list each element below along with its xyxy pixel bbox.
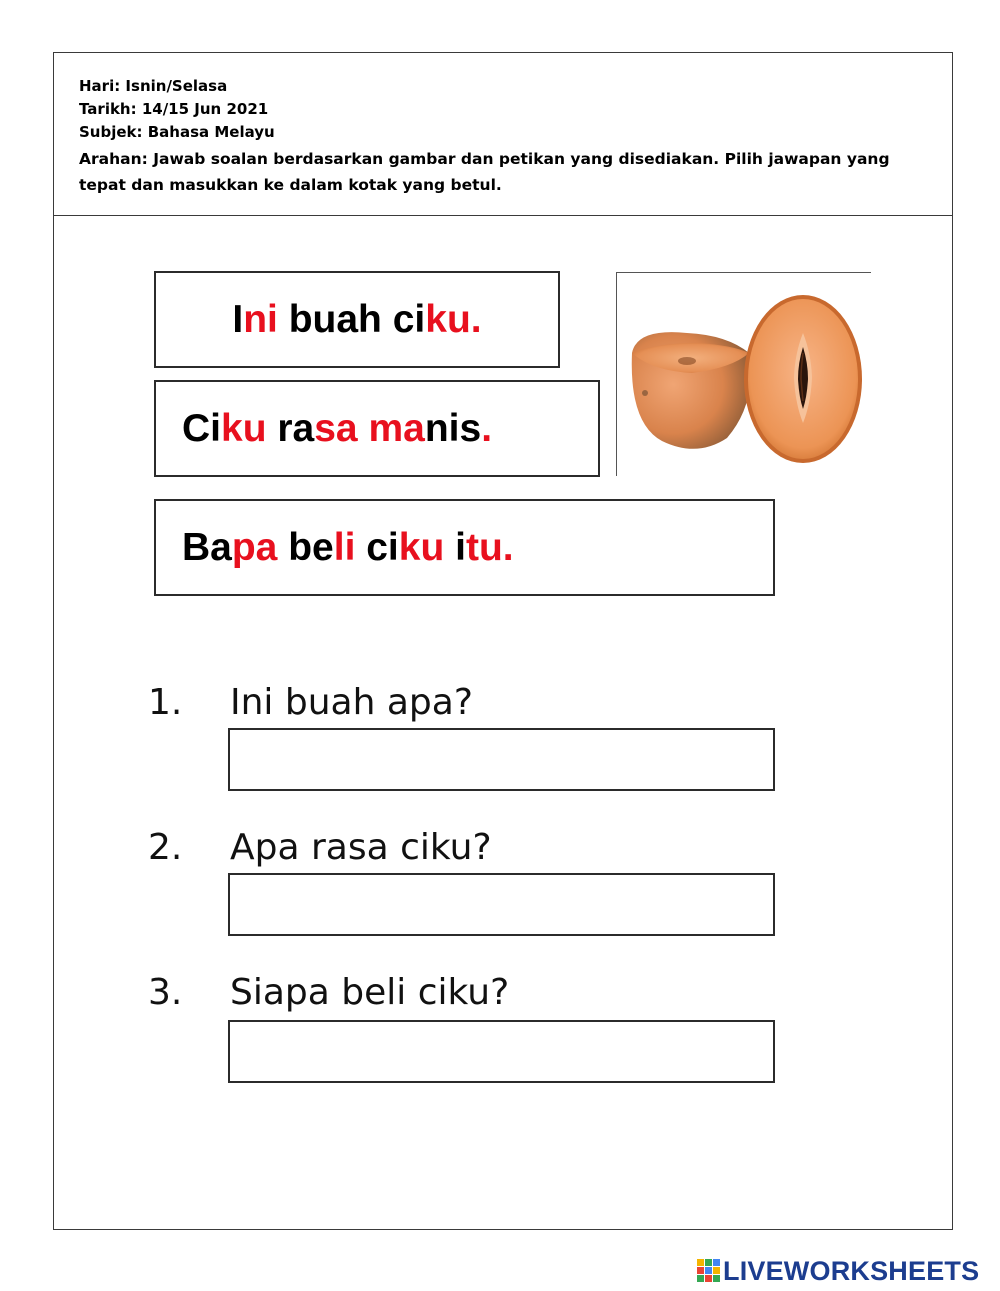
sentence-1-syllable: ku — [425, 297, 471, 341]
sentence-3-part: be — [277, 525, 334, 569]
sentence-2-part: nis — [424, 406, 482, 450]
question-3-number: 3. — [148, 972, 183, 1013]
sentence-2-period: . — [481, 406, 493, 450]
sentence-1-part: I — [232, 297, 244, 341]
sentence-2-syllable: ma — [368, 406, 425, 450]
answer-box-1[interactable] — [228, 728, 775, 791]
sentence-1-period: . — [470, 297, 482, 341]
sentence-3-syllable: pa — [231, 525, 278, 569]
answer-box-3[interactable] — [228, 1020, 775, 1083]
sentence-3-syllable: li — [333, 525, 356, 569]
sentence-2-syllable: ku — [221, 406, 267, 450]
sentence-2-part: ra — [266, 406, 315, 450]
sentence-3-part: Ba — [182, 525, 232, 569]
sentence-box-1 — [154, 271, 560, 368]
worksheet-header — [54, 53, 952, 216]
sentence-3-part: ci — [355, 525, 399, 569]
sentence-1-syllable: ni — [243, 297, 278, 341]
sentence-3-period: . — [502, 525, 514, 569]
sentence-3-syllable: tu — [465, 525, 503, 569]
liveworksheets-logo[interactable] — [697, 1255, 979, 1287]
sentence-box-3 — [154, 499, 775, 596]
question-2-number: 2. — [148, 827, 183, 868]
ciku-fruit-illustration — [617, 273, 872, 477]
day-line: Hari: Isnin/Selasa — [79, 77, 228, 95]
ciku-fruit-image — [616, 272, 871, 476]
sentence-2-syllable: sa — [314, 406, 358, 450]
question-2-text: Apa rasa ciku? — [230, 827, 492, 868]
instructions: Arahan: Jawab soalan berdasarkan gambar dan petikan yang disediakan. Pilih jawapan yang tepat dan masukkan ke dalam kotak yang betul. — [79, 150, 890, 194]
answer-box-2[interactable] — [228, 873, 775, 936]
sentence-2-part: Ci — [182, 406, 221, 450]
sentence-1-part: buah ci — [277, 297, 426, 341]
sentence-box-2 — [154, 380, 600, 477]
sentence-3-part: i — [444, 525, 466, 569]
question-1-text: Ini buah apa? — [230, 682, 473, 723]
question-3-text: Siapa beli ciku? — [230, 972, 510, 1013]
date-line: Tarikh: 14/15 Jun 2021 — [79, 100, 269, 118]
logo-blocks-icon — [697, 1259, 721, 1283]
sentence-2-space — [358, 407, 369, 451]
logo-text: LIVEWORKSHEETS — [723, 1255, 980, 1286]
subject-line: Subjek: Bahasa Melayu — [79, 123, 275, 141]
question-1-number: 1. — [148, 682, 183, 723]
sentence-3-syllable: ku — [398, 525, 445, 569]
